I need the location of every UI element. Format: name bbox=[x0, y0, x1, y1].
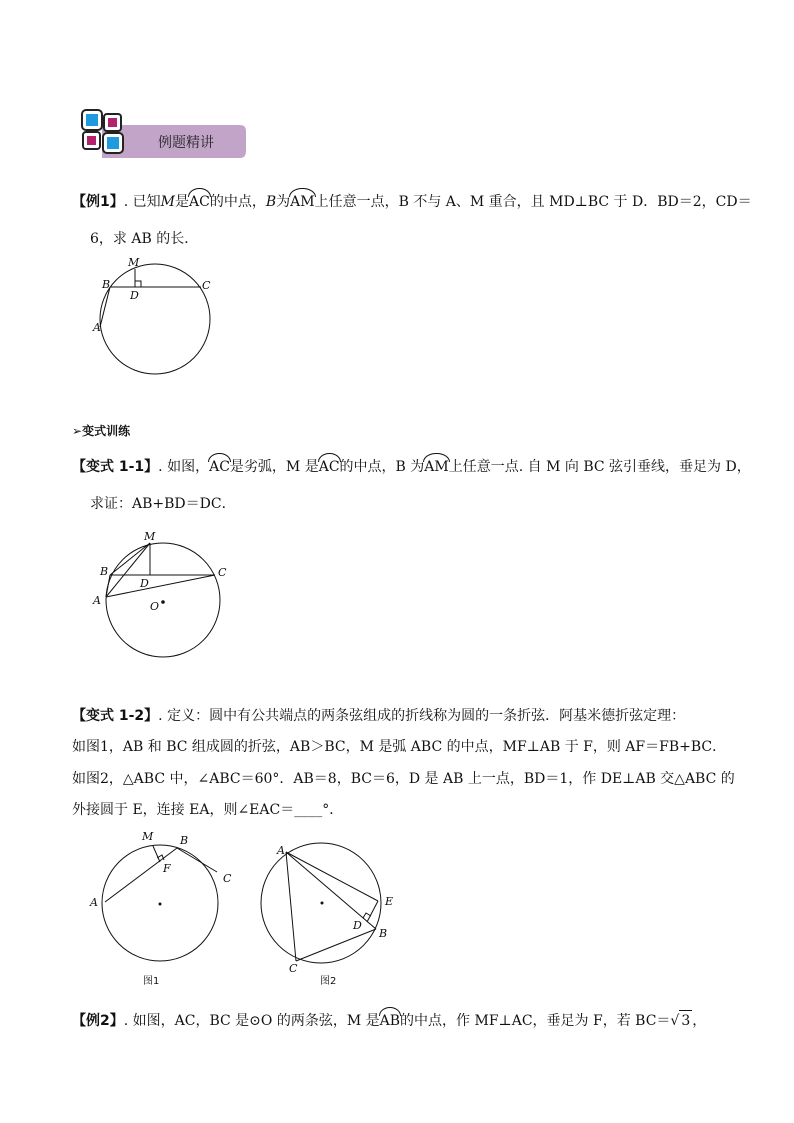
ex2-label: 【例2】 bbox=[72, 1013, 124, 1029]
point-c: C bbox=[202, 279, 211, 292]
svg-text:B: B bbox=[180, 834, 189, 847]
v12-line3: 如图2，△ABC 中，∠ABC＝60°．AB＝8，BC＝6，D 是 AB 上一点，BD＝1，作 DE⊥AB 交△ABC 的 bbox=[72, 771, 735, 787]
v12-line4: 外接圆于 E，连接 EA，则∠EAC＝____°． bbox=[72, 802, 344, 818]
svg-text:C: C bbox=[223, 872, 232, 885]
svg-text:D: D bbox=[353, 919, 362, 932]
v12-label: 【变式 1-2】 bbox=[72, 708, 159, 724]
figure-v12-2 bbox=[258, 826, 408, 991]
section-header bbox=[80, 108, 250, 162]
svg-text:A: A bbox=[90, 896, 98, 909]
v11-line2: 求证：AB+BD＝DC． bbox=[90, 496, 236, 512]
header-title: 例题精讲 bbox=[158, 135, 214, 151]
ex1-label: 【例1】 bbox=[72, 194, 124, 210]
svg-text:D: D bbox=[140, 577, 149, 590]
v12-line1: 【变式 1-2】. 定义：圆中有公共端点的两条弦组成的折线称为圆的一条折弦．阿基米德折弦定理： bbox=[72, 708, 686, 724]
point-b: B bbox=[102, 278, 111, 291]
ex1-line1: 【例1】. 已知M是AC的中点，B为AM上任意一点，B 不与 A、M 重合，且 MD⊥BC 于 D．BD＝2，CD＝ bbox=[72, 194, 752, 210]
v12-line2: 如图1，AB 和 BC 组成圆的折弦，AB＞BC，M 是弧 ABC 的中点，MF⊥AB 于 F，则 AF＝FB+BC． bbox=[72, 739, 727, 755]
svg-text:C: C bbox=[289, 962, 298, 975]
svg-text:M: M bbox=[144, 530, 156, 543]
arc-ac: AC bbox=[189, 194, 210, 210]
point-d: D bbox=[130, 289, 139, 302]
v11-label: 【变式 1-1】 bbox=[72, 459, 159, 475]
v11-line1: 【变式 1-1】. 如图，AC是劣弧，M 是AC的中点，B 为AM上任意一点. 自 M 向 BC 弦引垂线，垂足为 D， bbox=[72, 459, 751, 475]
point-a: A bbox=[93, 321, 101, 334]
svg-text:图1: 图1 bbox=[143, 976, 160, 987]
svg-text:E: E bbox=[385, 895, 394, 908]
svg-text:A: A bbox=[277, 844, 285, 857]
point-m: M bbox=[128, 256, 140, 269]
figure-v12-1 bbox=[85, 826, 245, 991]
svg-text:O: O bbox=[150, 600, 160, 613]
arc-am: AM bbox=[290, 194, 315, 210]
figure-ex1 bbox=[88, 252, 223, 387]
svg-text:B: B bbox=[379, 927, 388, 940]
svg-text:F: F bbox=[163, 862, 171, 875]
variant-section-title: ➢变式训练 bbox=[72, 424, 131, 438]
svg-text:图2: 图2 bbox=[320, 976, 337, 987]
ex2-line1: 【例2】. 如图，AC，BC 是⊙O 的两条弦，M 是AB的中点，作 MF⊥AC，垂足为 F，若 BC＝√ 3 ， bbox=[72, 1010, 706, 1031]
svg-text:M: M bbox=[142, 830, 154, 843]
svg-text:C: C bbox=[218, 566, 227, 579]
ex1-line2: 6，求 AB 的长． bbox=[90, 231, 199, 247]
svg-text:B: B bbox=[100, 565, 109, 578]
svg-text:A: A bbox=[93, 594, 101, 607]
figure-v11 bbox=[88, 525, 238, 665]
